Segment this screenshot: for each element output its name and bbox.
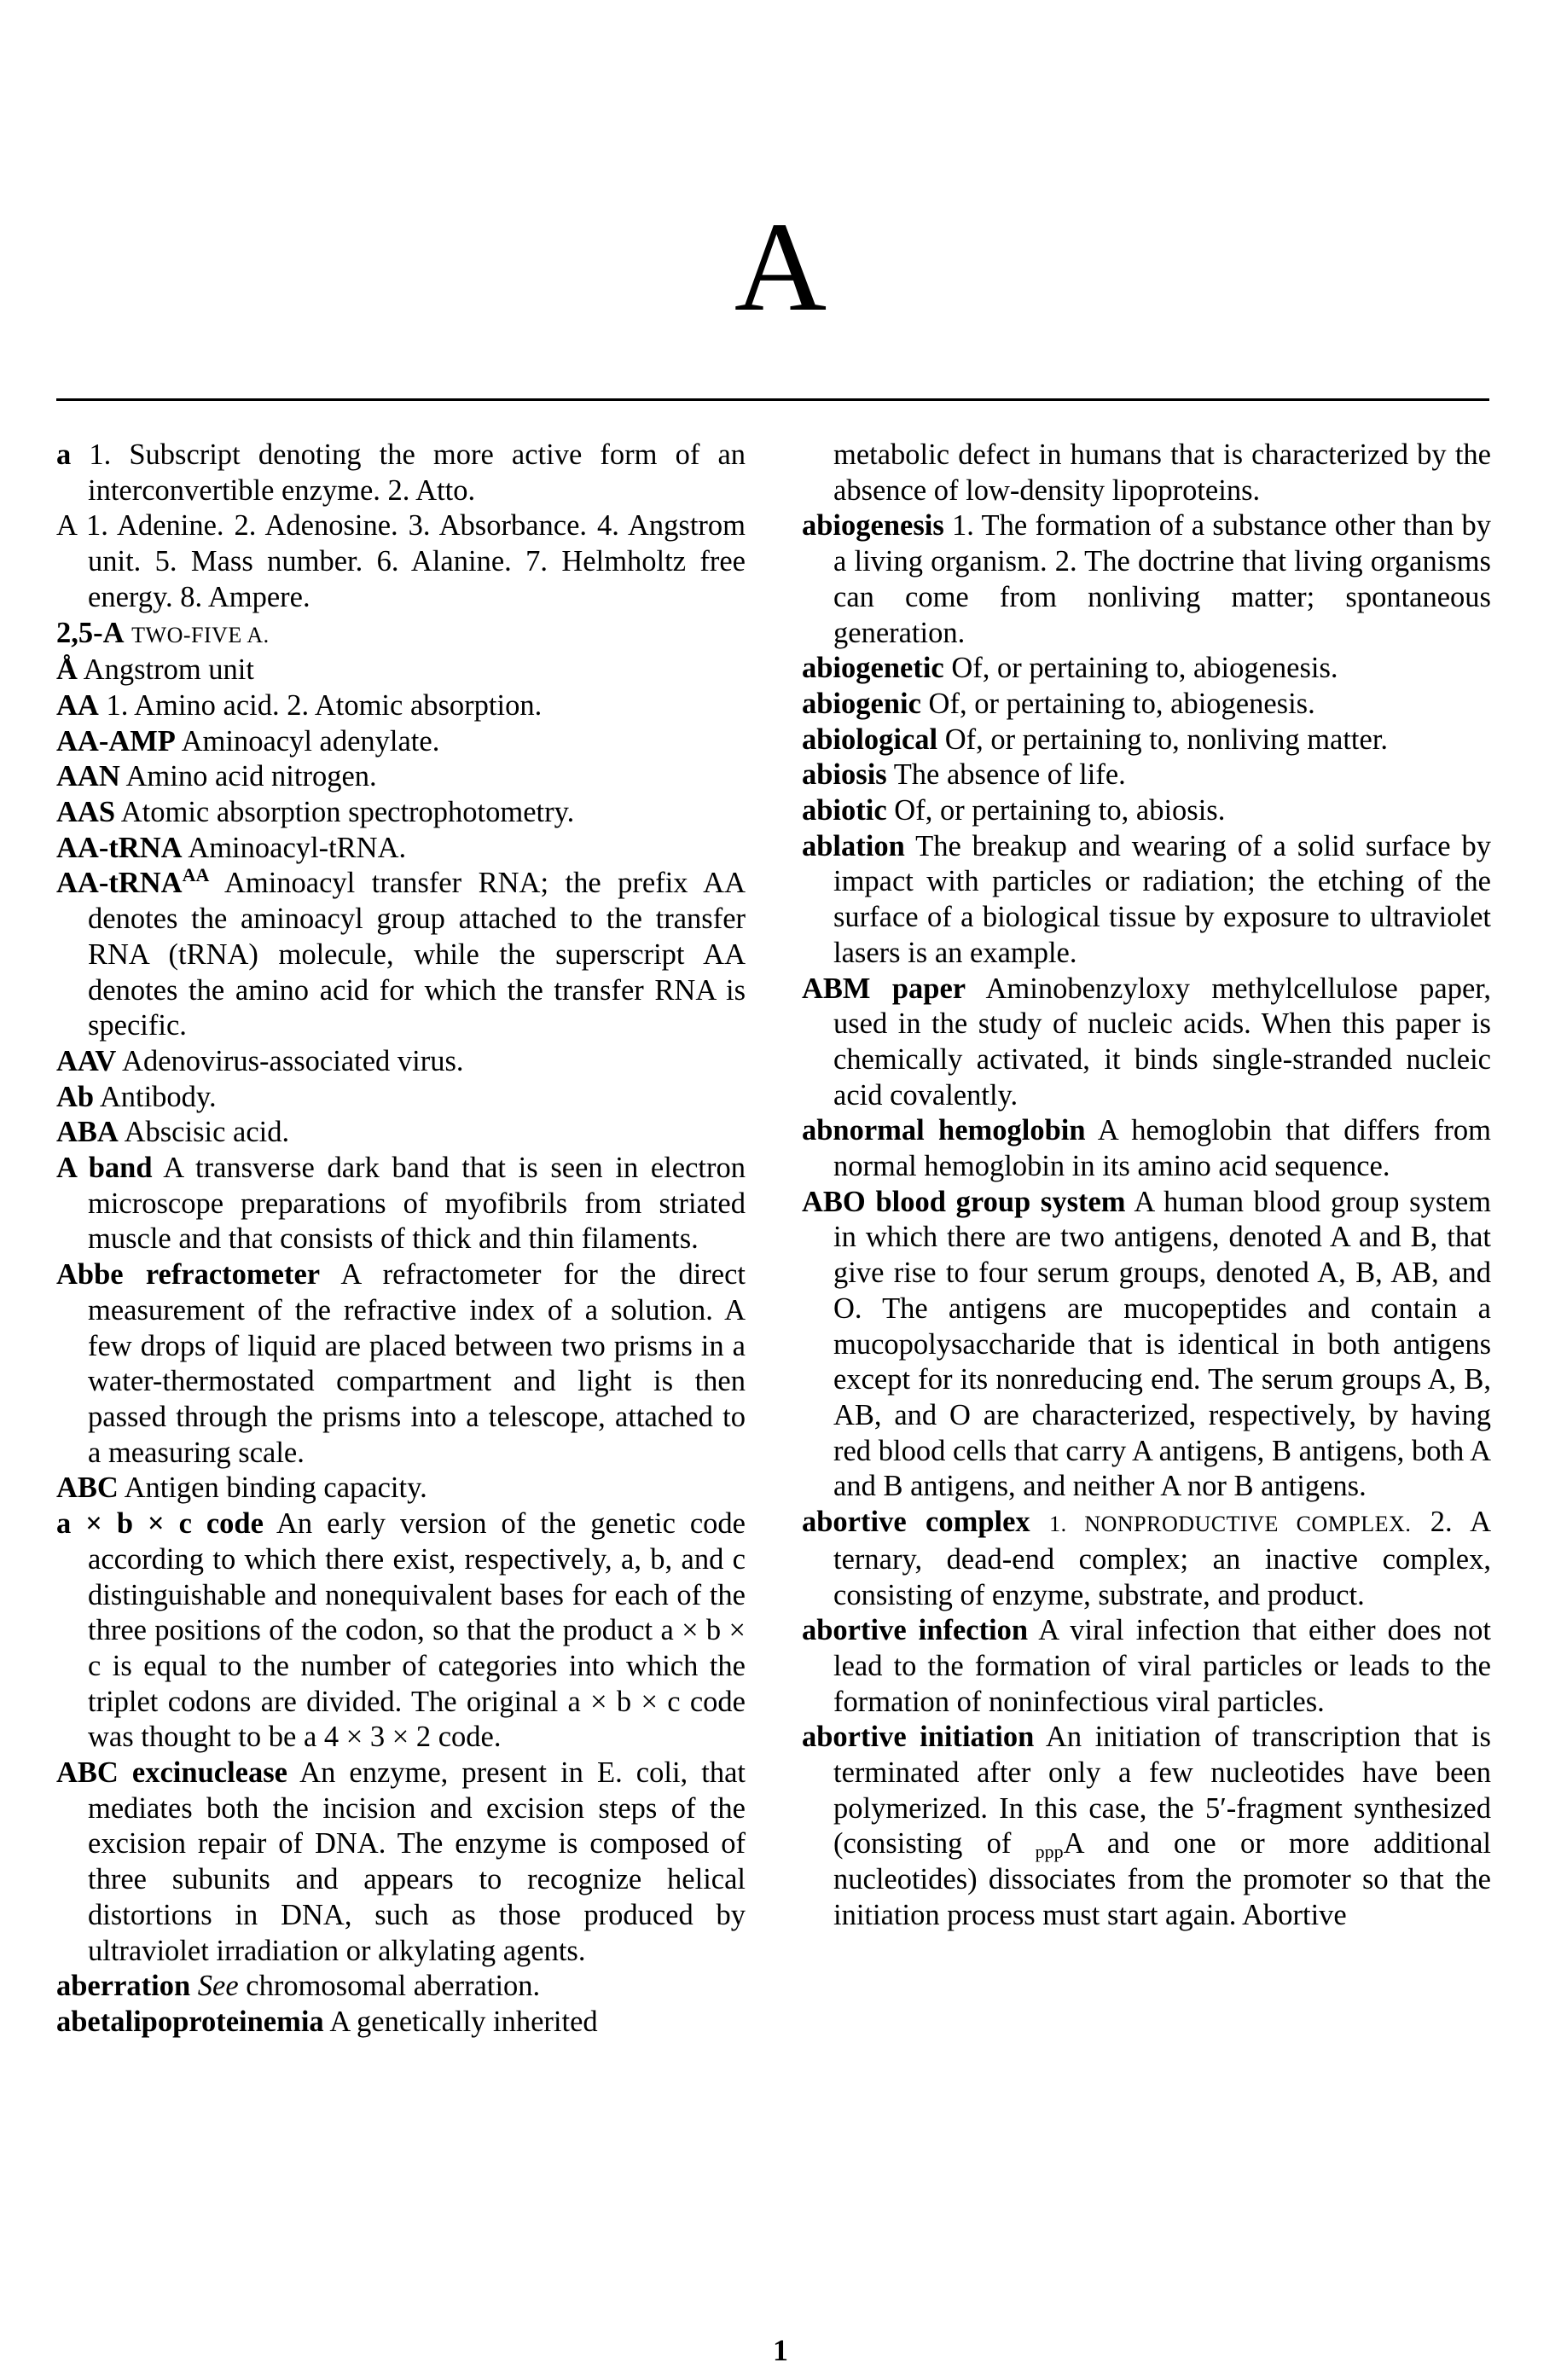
headword	[56, 864, 210, 900]
headword: ablation	[802, 829, 905, 862]
entry	[56, 1471, 746, 1506]
definition: The breakup and wearing of a solid surface by impact with particles or radiation; the etching of the surface of a biological tissue by exposure to ultraviolet lasers is an example.	[833, 829, 1491, 969]
definition: A human blood group system in which there are two antigens, denoted A and B, that give rise to four serum groups, denoted A, B, AB, and O. The antigens are mucopeptides and contain a mucopolysaccharide that is identical in both antigens except for its nonreducing end. The serum groups A, B, AB, and O are characterized, respectively, by having red blood cells that carry A antigens, B antigens, both A and B antigens, and neither A nor B antigens.	[833, 1185, 1491, 1503]
entry	[56, 1257, 746, 1471]
headword: ABC excinuclease	[56, 1756, 287, 1790]
definition: 1. The formation of a substance other than by a living organism. 2. The doctrine that living organisms can come from nonliving matter; spontaneous generation.	[833, 509, 1491, 649]
headword: 2,5-A	[56, 616, 125, 649]
definition: metabolic defect in humans that is characterized by the absence of low-density lipoproteins.	[833, 438, 1491, 507]
definition: Of, or pertaining to, abiogenesis.	[951, 652, 1338, 685]
headword: ABM paper	[802, 972, 966, 1005]
headword: Å	[56, 653, 78, 687]
definition: Abscisic acid.	[124, 1116, 290, 1149]
headword: a	[56, 438, 72, 471]
entry	[56, 1044, 746, 1080]
see-label: See	[197, 1970, 239, 2003]
definition: Adenovirus-associated virus.	[122, 1044, 464, 1077]
definition: An early version of the genetic code according to which there exist, respectively, a, b, and c distinguishable and nonequivalent bases for each of the three positions of the codon, so that the product a × b × c is equal to the number of categories into which the triplet codons are divided. The original a × b × c code was thought to be a 4 × 3 × 2 code.	[88, 1507, 746, 1754]
header-rule	[56, 398, 1489, 401]
cross-reference: TWO-FIVE A.	[131, 622, 270, 647]
entry	[802, 1185, 1491, 1505]
definition: A refractometer for the direct measurement of the refractive index of a solution. A few drops of liquid are placed between two prisms in a water-thermostated compartment and light is then passed through the prisms into a telescope, attached to a measuring scale.	[88, 1258, 746, 1469]
headword: ABO blood group system	[802, 1185, 1126, 1218]
headword: AAN	[56, 760, 120, 793]
entry	[56, 1506, 746, 1756]
subscript: ppp	[1035, 1841, 1064, 1863]
definition: Aminoacyl-tRNA.	[188, 831, 407, 864]
entry	[802, 972, 1491, 1114]
headword: A band	[56, 1152, 153, 1185]
headword: abortive initiation	[802, 1721, 1035, 1754]
definition: A genetically inherited	[329, 2005, 598, 2038]
headword: abiogenic	[802, 687, 921, 720]
section-letter: A	[734, 196, 827, 338]
page-number: 1	[773, 2333, 788, 2367]
definition: Aminoacyl transfer RNA; the prefix AA denotes the aminoacyl group attached to the transfer RNA (tRNA) molecule, while the superscript AA denotes the amino acid for which the transfer RNA is specific.	[88, 867, 746, 1042]
definition: Angstrom unit	[83, 653, 254, 687]
definition: chromosomal aberration.	[246, 1970, 541, 2003]
entry	[56, 2005, 746, 2040]
definition: Antigen binding capacity.	[124, 1472, 427, 1505]
entry	[56, 508, 746, 615]
entry	[802, 829, 1491, 972]
headword: AAS	[56, 796, 116, 829]
headword: abortive infection	[802, 1614, 1029, 1647]
headword: ABA	[56, 1116, 119, 1149]
headword: AA-tRNA	[56, 831, 183, 864]
right-column	[802, 438, 1491, 1934]
headword: AA-AMP	[56, 724, 176, 758]
entry	[802, 1505, 1491, 1613]
headword: abiosis	[802, 758, 887, 792]
definition-continued: A and one or more additional nucleotides) dissociates from the promoter so that the initiation process must start again. Abortive	[833, 1827, 1492, 1931]
definition: Aminobenzyloxy methylcellulose paper, used in the study of nucleic acids. When this paper is chemically activated, it binds single-stranded nucleic acid covalently.	[833, 972, 1491, 1112]
entry	[56, 1756, 746, 1969]
definition: A hemoglobin that differs from normal hemoglobin in its amino acid sequence.	[833, 1114, 1491, 1183]
definition: Antibody.	[99, 1080, 217, 1113]
cross-reference: 1. NONPRODUCTIVE COMPLEX.	[1049, 1512, 1412, 1537]
entry	[56, 831, 746, 867]
entry	[56, 866, 746, 1044]
headword: abiological	[802, 723, 938, 756]
headword: a × b × c code	[56, 1507, 264, 1541]
definition: Of, or pertaining to, nonliving matter.	[944, 723, 1389, 756]
entry	[802, 1720, 1491, 1933]
entry	[56, 795, 746, 831]
definition: Of, or pertaining to, abiogenesis.	[928, 687, 1315, 720]
entry	[802, 1613, 1491, 1720]
entry	[56, 653, 746, 688]
definition: A transverse dark band that is seen in electron microscope preparations of myofibrils from striated muscle and that consists of thick and thin filaments.	[88, 1152, 746, 1256]
entry	[802, 508, 1491, 651]
headword: abiotic	[802, 794, 887, 827]
headword: abnormal hemoglobin	[802, 1114, 1086, 1147]
headword: A	[56, 509, 77, 543]
definition: An initiation of transcription that is terminated after only a few nucleotides have been polymerized. In this case, the 5′-fragment synthesized (consisting of	[833, 1721, 1491, 1860]
headword: abiogenesis	[802, 509, 944, 543]
definition: 1. Adenine. 2. Adenosine. 3. Absorbance. 4. Angstrom unit. 5. Mass number. 6. Alanine. 7. Helmholtz free energy. 8. Ampere.	[86, 509, 746, 613]
entry	[56, 616, 746, 653]
definition: Amino acid nitrogen.	[125, 760, 377, 793]
entry-continuation	[802, 438, 1491, 508]
headword: Ab	[56, 1080, 95, 1113]
definition: Of, or pertaining to, abiosis.	[894, 794, 1226, 827]
headword: aberration	[56, 1970, 191, 2003]
entry	[802, 687, 1491, 723]
entry	[56, 759, 746, 795]
headword: AAV	[56, 1044, 117, 1077]
entry	[802, 1113, 1491, 1184]
headword-superscript: AA	[182, 864, 210, 886]
headword: abiogenetic	[802, 652, 944, 685]
entry	[56, 1151, 746, 1257]
headword: abortive complex	[802, 1506, 1030, 1539]
entry	[56, 688, 746, 724]
entry	[56, 724, 746, 760]
headword: AA	[56, 688, 99, 722]
left-column	[56, 438, 746, 2040]
entry	[56, 1969, 746, 2005]
headword: abetalipoproteinemia	[56, 2005, 324, 2038]
definition: An enzyme, present in E. coli, that mediates both the incision and excision steps of the excision repair of DNA. The enzyme is composed of three subunits and appears to recognize helical distortions in DNA, such as those produced by ultraviolet irradiation or alkylating agents.	[88, 1756, 746, 1967]
definition: 2. A ternary, dead-end complex; an inactive complex, consisting of enzyme, substrate, and product.	[833, 1506, 1491, 1611]
definition: Atomic absorption spectrophotometry.	[120, 796, 575, 829]
definition: A viral infection that either does not lead to the formation of viral particles or leads to the formation of noninfectious viral particles.	[833, 1614, 1491, 1718]
entry	[802, 793, 1491, 829]
definition: The absence of life.	[893, 758, 1126, 792]
definition: 1. Amino acid. 2. Atomic absorption.	[106, 688, 543, 722]
headword: ABC	[56, 1472, 119, 1505]
definition: Aminoacyl adenylate.	[181, 724, 440, 758]
entry	[802, 723, 1491, 758]
entry	[56, 438, 746, 508]
entry	[56, 1115, 746, 1151]
definition: 1. Subscript denoting the more active form of an interconvertible enzyme. 2. Atto.	[88, 438, 746, 507]
entry	[802, 651, 1491, 687]
entry	[56, 1080, 746, 1116]
entry	[802, 758, 1491, 793]
headword: Abbe refractometer	[56, 1258, 321, 1292]
headword-text: AA-tRNA	[56, 867, 183, 900]
